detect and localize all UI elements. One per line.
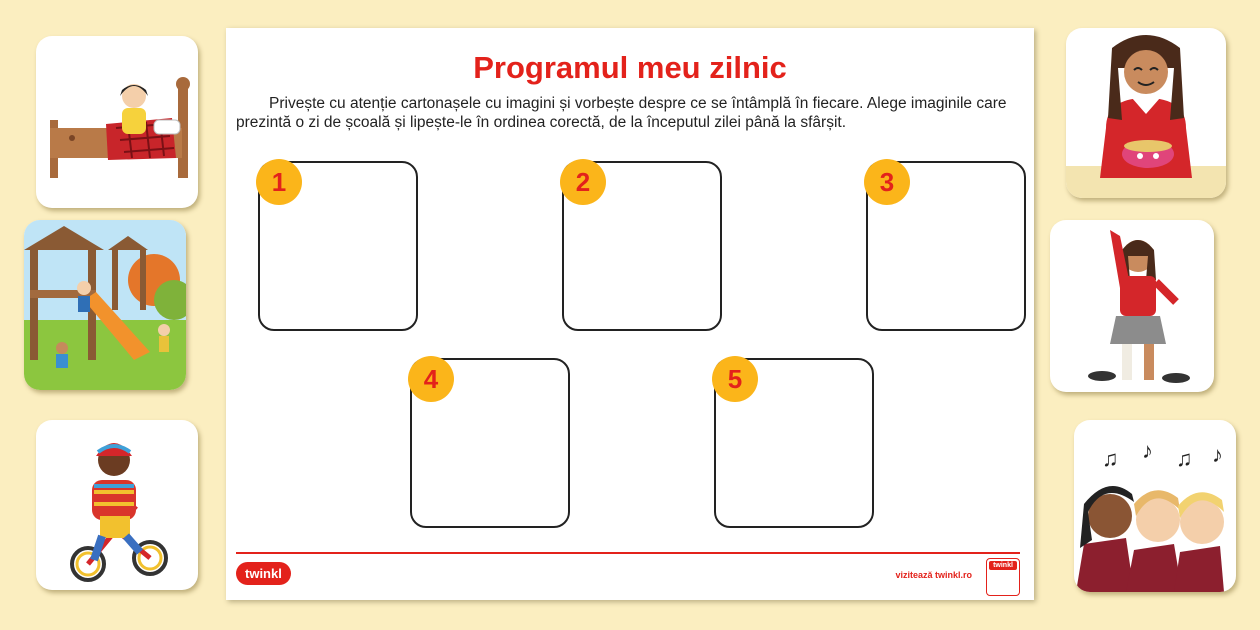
drop-slot-3[interactable] — [866, 161, 1026, 331]
svg-text:♪: ♪ — [1142, 438, 1153, 463]
worksheet — [226, 28, 1034, 600]
seal-label: twinkl — [989, 561, 1017, 570]
drop-slot-4[interactable] — [410, 358, 570, 528]
girl-getting-dressed-illustration — [1050, 220, 1214, 392]
boy-on-bike-illustration — [36, 420, 198, 590]
slot-number-badge: 2 — [560, 159, 606, 205]
picture-card-bed[interactable] — [36, 36, 198, 208]
website-link[interactable]: vizitează twinkl.ro — [895, 570, 972, 580]
playground-illustration — [24, 220, 186, 390]
picture-card-dressing[interactable] — [1050, 220, 1214, 392]
drop-slot-5[interactable] — [714, 358, 874, 528]
children-singing-illustration — [1074, 420, 1236, 592]
picture-card-bike[interactable] — [36, 420, 198, 590]
girl-eating-cereal-illustration — [1066, 28, 1226, 198]
picture-card-playground[interactable] — [24, 220, 186, 390]
svg-text:♫: ♫ — [1102, 446, 1119, 471]
slot-number-badge: 3 — [864, 159, 910, 205]
slot-number-badge: 4 — [408, 356, 454, 402]
twinkl-logo[interactable]: twinkl — [236, 562, 291, 585]
girl-in-bed-illustration — [36, 36, 198, 208]
quality-seal-icon — [986, 558, 1020, 596]
page-title: Programul meu zilnic — [473, 50, 787, 85]
instructions-text: Privește cu atenție cartonașele cu imagini și vorbește despre ce se întâmplă în fiecare. Alege imaginile care prezintă o zi de școală și lipește-le în ordinea corectă, de la începutul zilei până la sfârșit. — [236, 95, 1007, 131]
drop-slot-1[interactable] — [258, 161, 418, 331]
svg-text:♪: ♪ — [1212, 442, 1223, 467]
slot-number-badge: 1 — [256, 159, 302, 205]
picture-card-singing[interactable] — [1074, 420, 1236, 592]
footer-divider — [236, 552, 1020, 554]
slot-number-badge: 5 — [712, 356, 758, 402]
drop-slot-2[interactable] — [562, 161, 722, 331]
picture-card-breakfast[interactable] — [1066, 28, 1226, 198]
svg-text:♫: ♫ — [1176, 446, 1193, 471]
